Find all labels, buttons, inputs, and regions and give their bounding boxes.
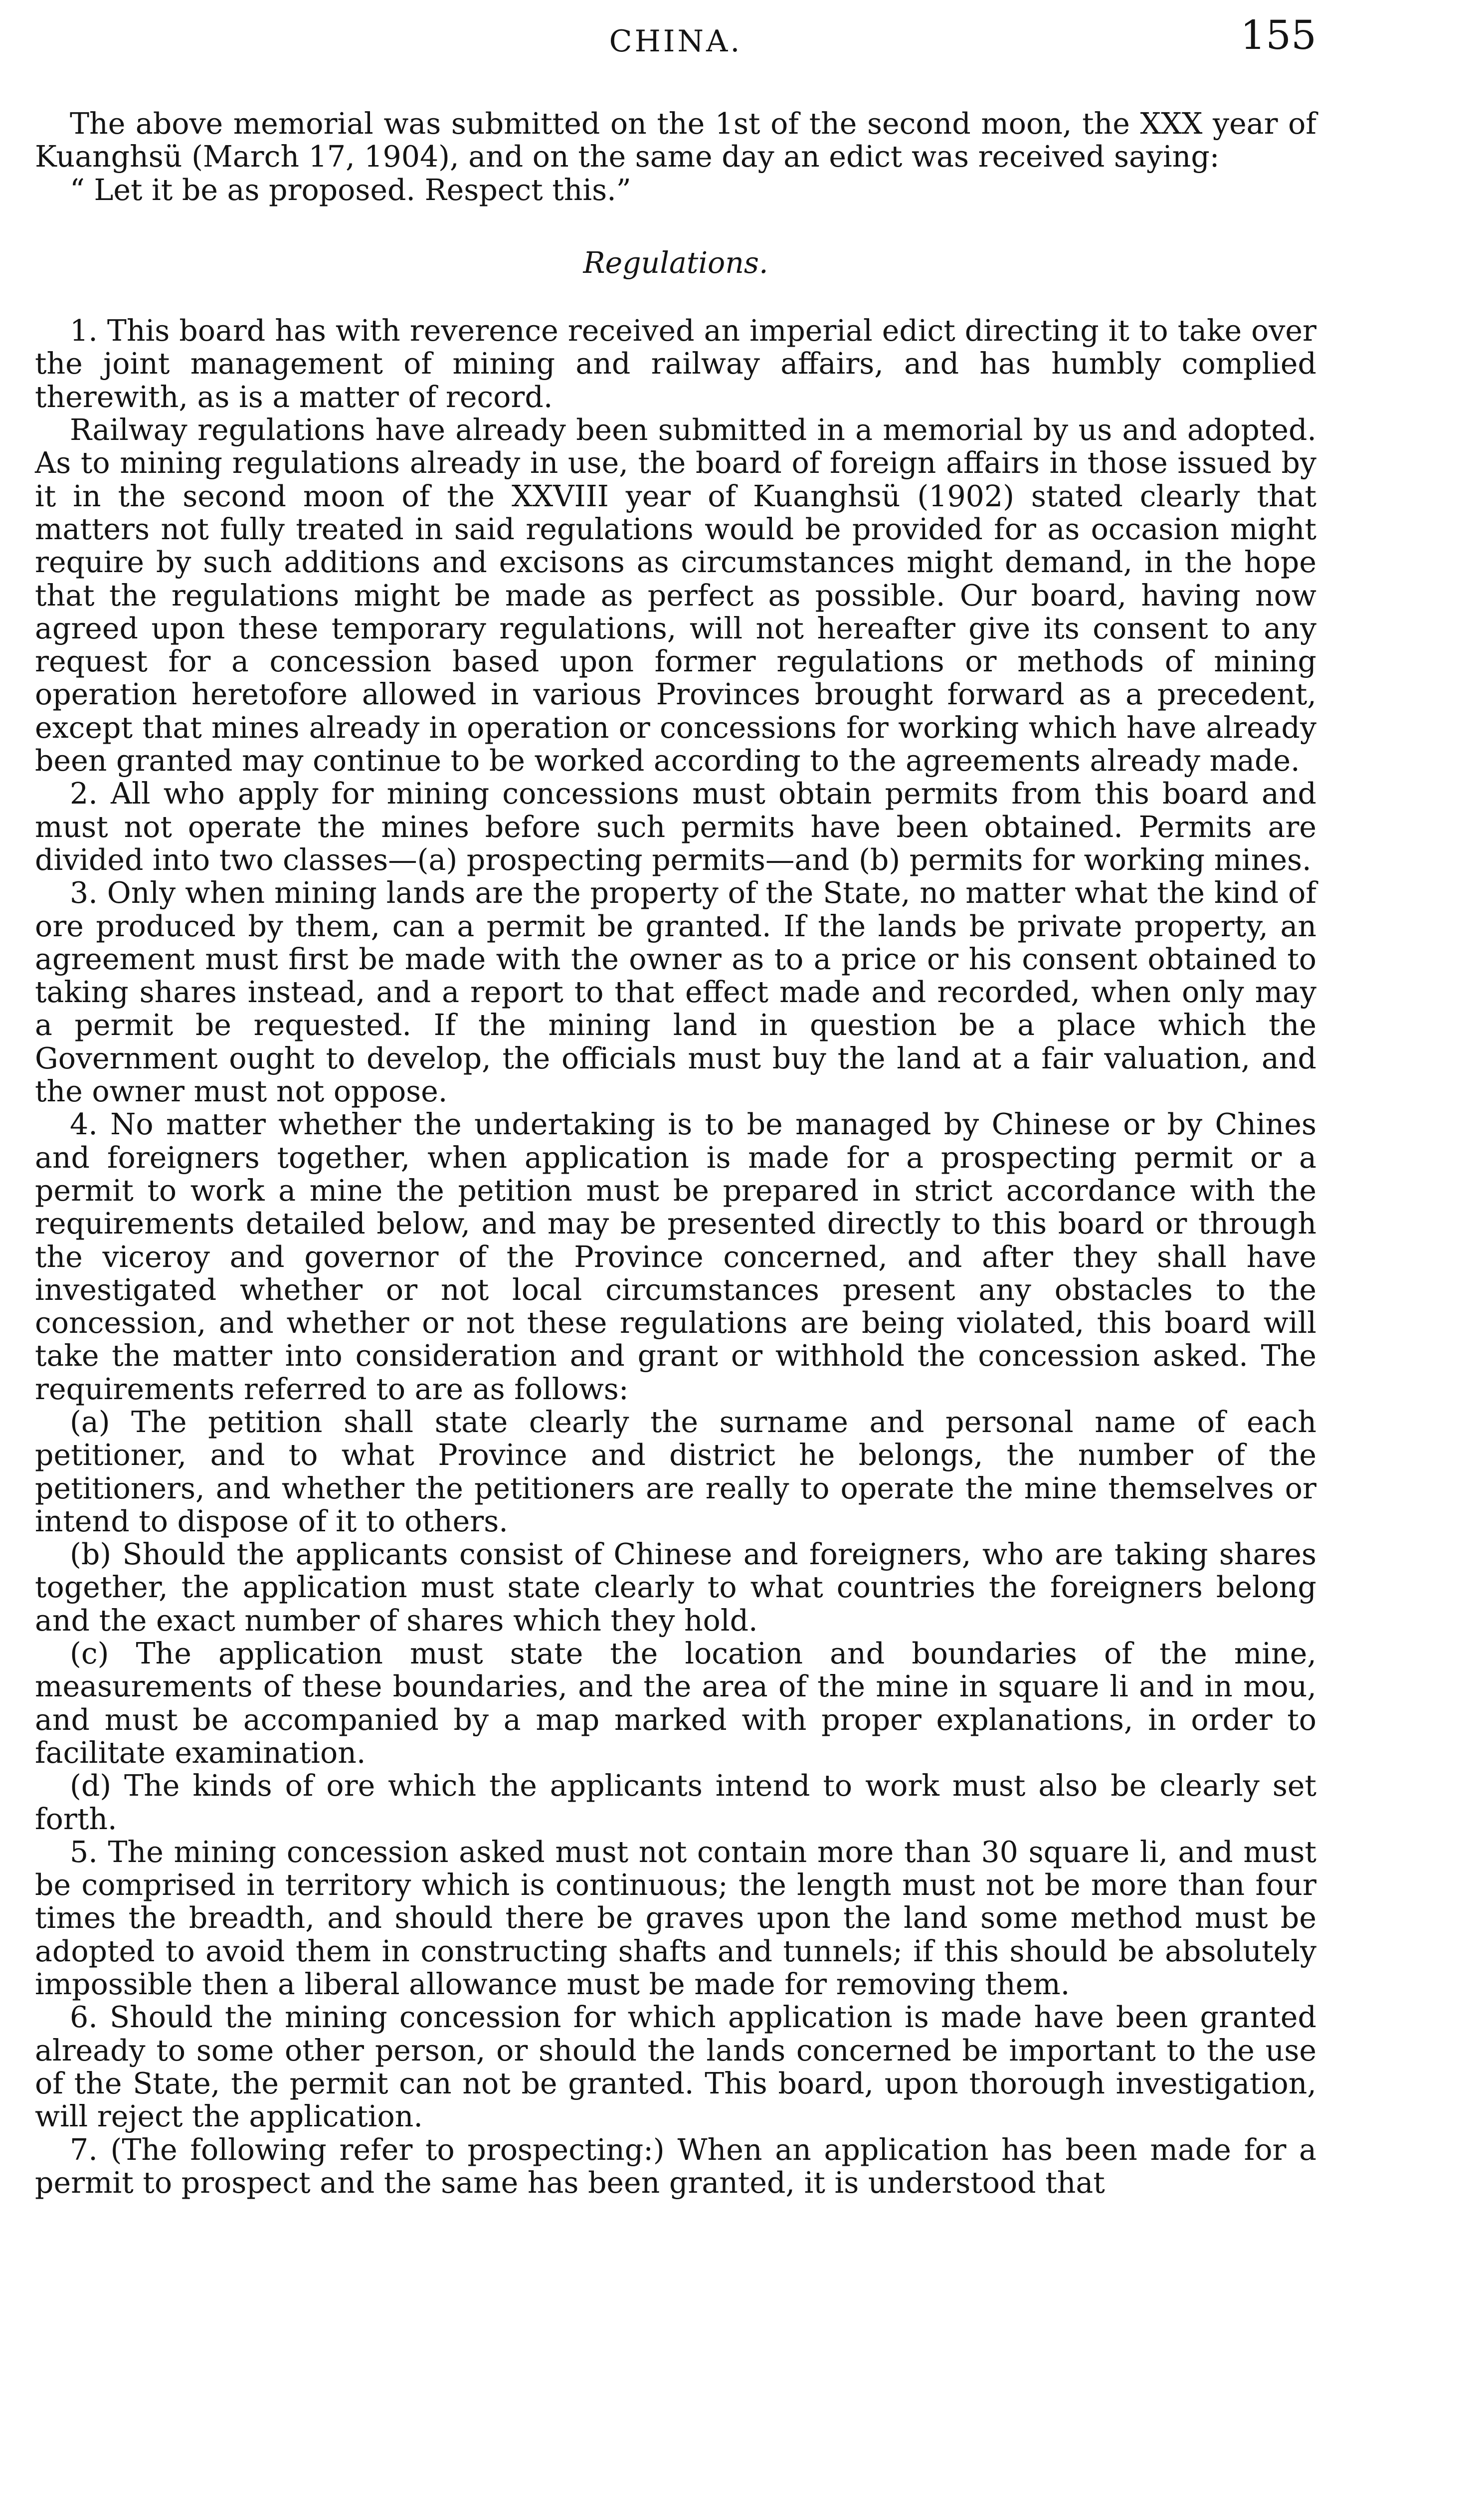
regulation-subparagraph: (c) The application must state the location and boundaries of the mine, measurements of these boundaries, and the area of the mine in square li and in mou, and must be accompanied by a map marked with proper explanations, in order to facilitate examination. bbox=[35, 1637, 1316, 1770]
regulations-list bbox=[35, 314, 1316, 2199]
regulation-paragraph: 4. No matter whether the undertaking is to be managed by Chinese or by Chines and foreigners together, when application is made for a prospecting permit or a permit to work a mine the petition must be prepared in strict accordance with the requirements detailed below, and may be presented directly to this board or through the viceroy and governor of the Province concerned, and after they shall have investigated whether or not local circumstances present any obstacles to the concession, and whether or not these regulations are being violated, this board will take the matter into consideration and grant or withhold the concession asked. The requirements referred to are as follows: bbox=[35, 1107, 1316, 1406]
section-title: Regulations. bbox=[583, 245, 768, 280]
intro-edict-quote: “ Let it be as proposed. Respect this.” bbox=[70, 173, 631, 207]
document-page bbox=[35, 10, 1316, 2199]
regulation-paragraph: 2. All who apply for mining concessions must obtain permits from this board and must not operate the mines before such permits have been obtained. Permits are divided into two classes—(a) prospecting permits—and (b) permits for working mines. bbox=[35, 777, 1316, 877]
regulation-subparagraph: (b) Should the applicants consist of Chinese and foreigners, who are taking shares together, the application must state clearly to what countries the foreigners belong and the exact number of shares which they hold. bbox=[35, 1537, 1316, 1638]
regulation-paragraph: 6. Should the mining concession for which application is made have been granted already to some other person, or should the lands concerned be important to the use of the State, the permit can not be granted. This board, upon thorough investigation, will reject the application. bbox=[35, 2000, 1316, 2134]
regulation-paragraph: Railway regulations have already been submitted in a memorial by us and adopted. As to mining regulations already in use, the board of foreign affairs in those issued by it in the second moon of the XXVIII year of Kuanghsü (1902) stated clearly that matters not fully treated in said regulations would be provided for as occasion might require by such additions and excisons as circumstances might demand, in the hope that the regulations might be made as perfect as possible. Our board, having now agreed upon these temporary regulations, will not hereafter give its consent to any request for a concession based upon former regulations or methods of mining operation heretofore allowed in various Provinces brought forward as a precedent, except that mines already in operation or concessions for working which have already been granted may continue to be worked according to the agreements already made. bbox=[35, 413, 1316, 778]
regulation-paragraph: 5. The mining concession asked must not contain more than 30 square li, and must be comprised in territory which is continuous; the length must not be more than four times the breadth, and should there be graves upon the land some method must be adopted to avoid them in constructing shafts and tunnels; if this should be absolutely impossible then a liberal allowance must be made for removing them. bbox=[35, 1835, 1316, 2002]
running-head: CHINA. bbox=[609, 24, 742, 59]
regulation-paragraph: 7. (The following refer to prospecting:) When an application has been made for a permit to prospect and the same has been granted, it is understood that bbox=[35, 2132, 1316, 2200]
regulation-subparagraph: (a) The petition shall state clearly the surname and personal name of each petitioner, and to what Province and district he belongs, the number of the petitioners, and whether the petitioners are really to operate the mine themselves or intend to dispose of it to others. bbox=[35, 1405, 1316, 1538]
regulation-paragraph: 1. This board has with reverence received an imperial edict directing it to take over the joint management of mining and railway affairs, and has humbly complied therewith, as is a matter of record. bbox=[35, 314, 1316, 414]
page-number: 155 bbox=[1240, 12, 1316, 58]
regulation-paragraph: 3. Only when mining lands are the property of the State, no matter what the kind of ore produced by them, can a permit be granted. If the lands be private property, an agreement must first be made with the owner as to a price or his consent obtained to taking shares instead, and a report to that effect made and recorded, when only may a permit be requested. If the mining land in question be a place which the Government ought to develop, the officials must buy the land at a fair valuation, and the owner must not oppose. bbox=[35, 876, 1316, 1109]
intro-memorial-paragraph: The above memorial was submitted on the 1st of the second moon, the XXX year of Kuanghsü (March 17, 1904), and on the same day an edict was received saying: bbox=[35, 107, 1316, 174]
regulation-subparagraph: (d) The kinds of ore which the applicants intend to work must also be clearly set forth. bbox=[35, 1769, 1316, 1836]
page-header bbox=[35, 10, 1316, 70]
